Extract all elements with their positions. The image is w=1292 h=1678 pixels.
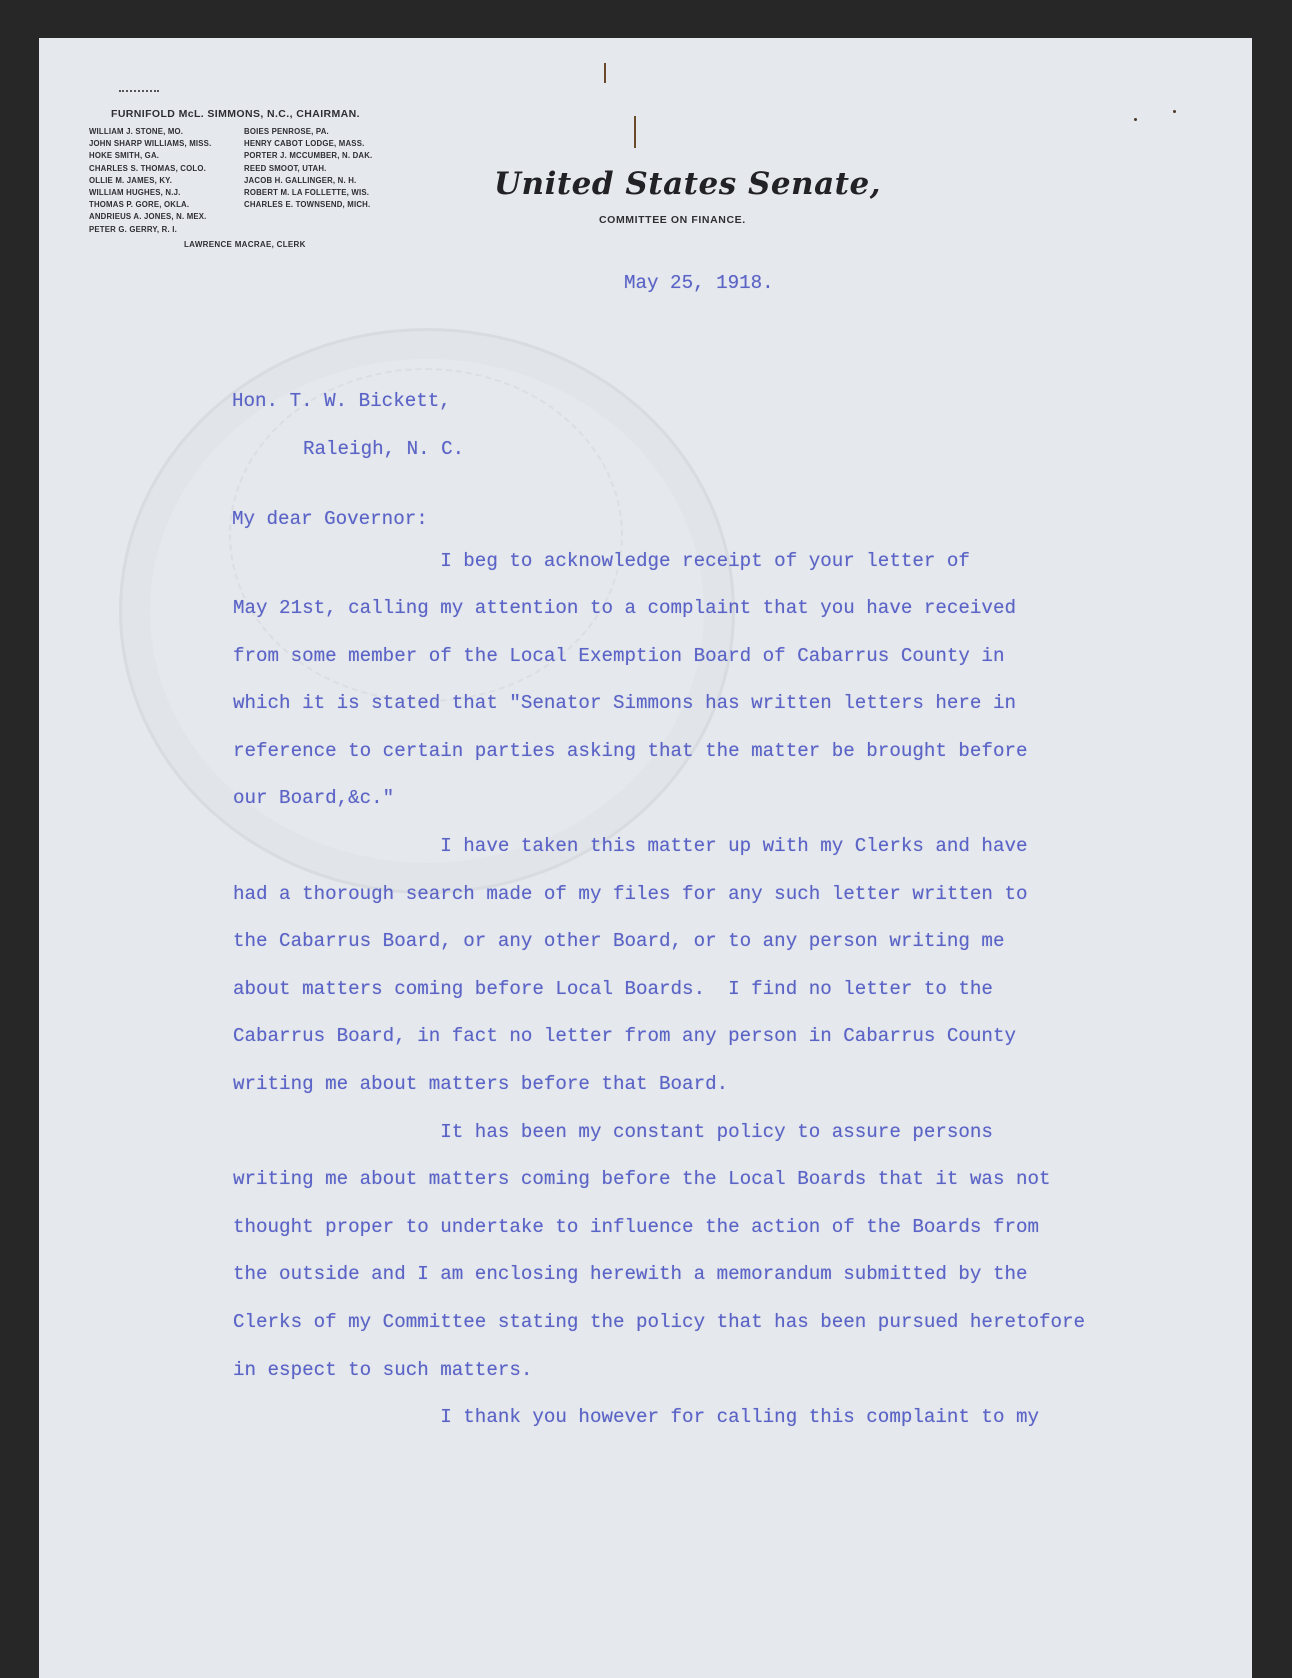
body-line: I have taken this matter up with my Clerks and have [233, 835, 1028, 857]
letter-date: May 25, 1918. [624, 272, 774, 294]
body-line: had a thorough search made of my files for any such letter written to [233, 883, 1028, 905]
paper-speck [1173, 110, 1176, 113]
body-line: I thank you however for calling this complaint to my [233, 1406, 1040, 1428]
body-line: writing me about matters coming before the Local Boards that it was not [233, 1168, 1051, 1190]
paper-speck [1134, 118, 1137, 121]
member: HENRY CABOT LODGE, MASS. [244, 139, 365, 149]
member: ROBERT M. LA FOLLETTE, WIS. [244, 188, 370, 198]
member: WILLIAM HUGHES, N.J. [89, 188, 181, 198]
letter-page [39, 38, 1252, 1678]
member: WILLIAM J. STONE, MO. [89, 127, 184, 136]
fold-mark [604, 63, 606, 83]
body-line: in espect to such matters. [233, 1359, 533, 1381]
committee-name: COMMITTEE ON FINANCE. [599, 214, 746, 226]
clerk: LAWRENCE MACRAE, CLERK [184, 239, 306, 249]
member: JACOB H. GALLINGER, N. H. [244, 175, 357, 185]
body-line: from some member of the Local Exemption Board of Cabarrus County in [233, 645, 1005, 667]
body-line: Clerks of my Committee stating the policy that has been pursued heretofore [233, 1311, 1086, 1333]
member: REED SMOOT, UTAH. [244, 163, 327, 173]
fold-mark [634, 116, 636, 148]
member: ANDRIEUS A. JONES, N. MEX. [89, 212, 207, 222]
body-line: about matters coming before Local Boards. I find no letter to the [233, 978, 993, 1000]
salutation: My dear Governor: [232, 508, 428, 530]
body-line: the Cabarrus Board, or any other Board, or to any person writing me [233, 930, 1005, 952]
committee-roster [89, 108, 429, 249]
body-line: thought proper to undertake to influence the action of the Boards from [233, 1216, 1040, 1238]
member: JOHN SHARP WILLIAMS, MISS. [89, 139, 212, 149]
chairman: FURNIFOLD McL. SIMMONS, N.C., CHAIRMAN. [111, 108, 360, 120]
member: PORTER J. MCCUMBER, N. DAK. [244, 151, 373, 161]
body-line: Cabarrus Board, in fact no letter from any person in Cabarrus County [233, 1025, 1016, 1047]
recipient-name: Hon. T. W. Bickett, [232, 390, 451, 412]
letterhead-title: United States Senate, [494, 166, 882, 202]
body-line: writing me about matters before that Board. [233, 1073, 729, 1095]
member: BOIES PENROSE, PA. [244, 127, 329, 136]
member: PETER G. GERRY, R. I. [89, 224, 177, 234]
body-line: It has been my constant policy to assure persons [233, 1121, 993, 1143]
member: OLLIE M. JAMES, KY. [89, 175, 173, 185]
member: CHARLES S. THOMAS, COLO. [89, 163, 206, 173]
body-line: which it is stated that "Senator Simmons has written letters here in [233, 692, 1016, 714]
body-line: the outside and I am enclosing herewith a memorandum submitted by the [233, 1263, 1028, 1285]
member: THOMAS P. GORE, OKLA. [89, 200, 190, 210]
body-line: our Board,&c." [233, 787, 395, 809]
body-line: I beg to acknowledge receipt of your letter of [233, 550, 970, 572]
pin-mark [119, 90, 159, 94]
body-line: reference to certain parties asking that the matter be brought before [233, 740, 1028, 762]
member: CHARLES E. TOWNSEND, MICH. [244, 200, 371, 210]
members-list [89, 126, 429, 236]
recipient-place: Raleigh, N. C. [303, 438, 465, 460]
body-line: May 21st, calling my attention to a complaint that you have received [233, 597, 1016, 619]
member: HOKE SMITH, GA. [89, 151, 160, 161]
